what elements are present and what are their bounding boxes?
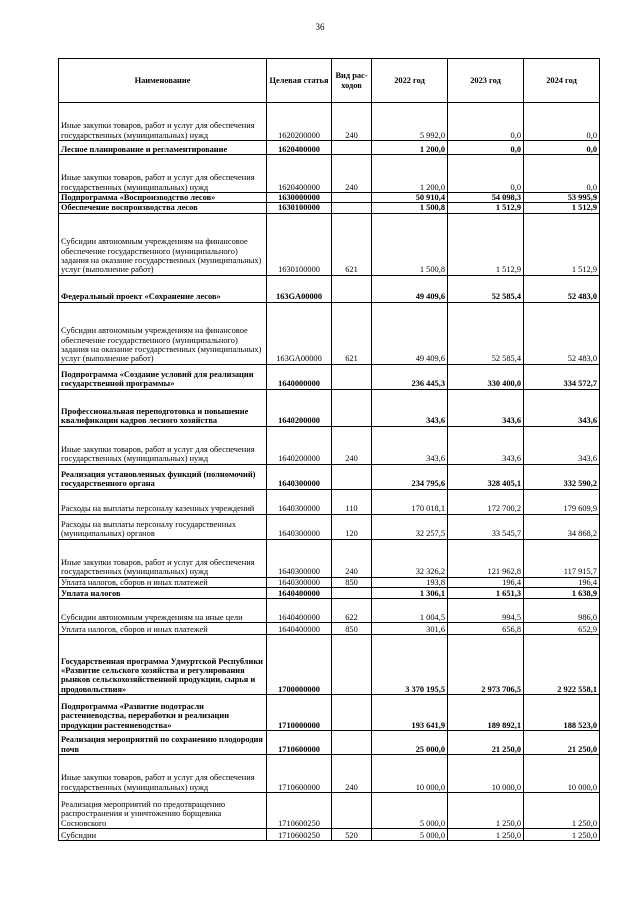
row-year-2023-cell: 1 651,3 [448, 588, 524, 599]
table-row [59, 829, 600, 841]
row-year-2022-cell: 170 018,1 [372, 489, 448, 514]
row-year-2023-cell: 994,5 [448, 599, 524, 623]
row-name-cell: Иные закупки товаров, работ и услуг для обеспечения государственных (муниципальных) нужд [59, 103, 267, 141]
row-name-cell: Государственная программа Удмуртской Республики «Развитие сельского хозяйства и регулирования рынков сельскохозяйственной продукции, сырья и продовольствия» [59, 635, 267, 695]
row-name-cell: Подпрограмма «Создание условий для реализации государственной программы» [59, 364, 267, 389]
table-row [59, 731, 600, 755]
row-year-2022-cell: 193,8 [372, 577, 448, 587]
table-row [59, 577, 600, 587]
row-year-2024-cell: 52 483,0 [524, 302, 600, 364]
table-header-row [59, 59, 600, 103]
row-target-article-cell: 1640200000 [267, 389, 332, 426]
header-year-2023: 2023 год [448, 59, 524, 103]
row-year-2024-cell: 53 995,9 [524, 193, 600, 203]
row-year-2023-cell: 328 405,1 [448, 464, 524, 489]
row-expense-type-cell: 240 [332, 755, 372, 793]
row-expense-type-cell: 850 [332, 577, 372, 587]
row-expense-type-cell: 520 [332, 829, 372, 841]
row-target-article-cell: 1620400000 [267, 155, 332, 193]
row-target-article-cell: 1640300000 [267, 514, 332, 539]
row-year-2024-cell: 1 512,9 [524, 213, 600, 275]
row-name-cell: Лесное планирование и регламентирование [59, 141, 267, 155]
row-target-article-cell: 1640300000 [267, 539, 332, 577]
row-target-article-cell: 1640400000 [267, 623, 332, 635]
row-year-2023-cell: 1 512,9 [448, 203, 524, 213]
row-year-2023-cell: 1 512,9 [448, 213, 524, 275]
header-expense-type: Вид рас-ходов [332, 59, 372, 103]
row-year-2022-cell: 343,6 [372, 426, 448, 464]
row-name-cell: Иные закупки товаров, работ и услуг для обеспечения государственных (муниципальных) нужд [59, 755, 267, 793]
row-year-2022-cell: 1 500,8 [372, 213, 448, 275]
row-year-2024-cell: 1 250,0 [524, 793, 600, 829]
row-name-cell: Субсидии автономным учреждениям на иные цели [59, 599, 267, 623]
table-row [59, 193, 600, 203]
table-row [59, 539, 600, 577]
row-year-2024-cell: 0,0 [524, 103, 600, 141]
row-year-2024-cell: 343,6 [524, 389, 600, 426]
row-expense-type-cell [332, 141, 372, 155]
row-name-cell: Иные закупки товаров, работ и услуг для обеспечения государственных (муниципальных) нужд [59, 539, 267, 577]
table-row [59, 489, 600, 514]
row-year-2023-cell: 196,4 [448, 577, 524, 587]
row-target-article-cell: 1620400000 [267, 141, 332, 155]
row-name-cell: Реализация мероприятий по предотвращению распространения и уничтожению борщевика Сосновского [59, 793, 267, 829]
row-expense-type-cell: 240 [332, 539, 372, 577]
row-target-article-cell: 1640300000 [267, 577, 332, 587]
header-year-2024: 2024 год [524, 59, 600, 103]
row-year-2022-cell: 25 000,0 [372, 731, 448, 755]
row-expense-type-cell: 622 [332, 599, 372, 623]
row-name-cell: Иные закупки товаров, работ и услуг для обеспечения государственных (муниципальных) нужд [59, 426, 267, 464]
table-row [59, 389, 600, 426]
row-year-2023-cell: 189 892,1 [448, 695, 524, 731]
row-expense-type-cell [332, 389, 372, 426]
row-year-2022-cell: 234 795,6 [372, 464, 448, 489]
row-expense-type-cell [332, 793, 372, 829]
row-name-cell: Субсидии автономным учреждениям на финансовое обеспечение государственного (муниципального) задания на оказание государственных (муниципальных) услуг (выполнение работ) [59, 213, 267, 275]
row-year-2024-cell: 196,4 [524, 577, 600, 587]
row-year-2022-cell: 49 409,6 [372, 275, 448, 302]
row-name-cell: Расходы на выплаты персоналу казенных учреждений [59, 489, 267, 514]
row-year-2022-cell: 5 992,0 [372, 103, 448, 141]
row-year-2024-cell: 0,0 [524, 155, 600, 193]
row-target-article-cell: 1620200000 [267, 103, 332, 141]
row-year-2022-cell: 10 000,0 [372, 755, 448, 793]
row-year-2024-cell: 334 572,7 [524, 364, 600, 389]
row-expense-type-cell [332, 695, 372, 731]
row-year-2022-cell: 3 370 195,5 [372, 635, 448, 695]
header-target-article: Целевая статья [267, 59, 332, 103]
row-target-article-cell: 1640000000 [267, 364, 332, 389]
header-name: Наименование [59, 59, 267, 103]
table-row [59, 426, 600, 464]
row-year-2024-cell: 10 000,0 [524, 755, 600, 793]
row-target-article-cell: 163GA00000 [267, 302, 332, 364]
row-year-2024-cell: 343,6 [524, 426, 600, 464]
row-year-2022-cell: 301,6 [372, 623, 448, 635]
row-expense-type-cell: 240 [332, 103, 372, 141]
row-year-2022-cell: 50 910,4 [372, 193, 448, 203]
row-year-2024-cell: 1 638,9 [524, 588, 600, 599]
row-year-2023-cell: 0,0 [448, 141, 524, 155]
row-target-article-cell: 1700000000 [267, 635, 332, 695]
row-year-2024-cell: 21 250,0 [524, 731, 600, 755]
row-target-article-cell: 1630000000 [267, 193, 332, 203]
row-year-2022-cell: 32 326,2 [372, 539, 448, 577]
row-expense-type-cell [332, 635, 372, 695]
row-target-article-cell: 1640400000 [267, 599, 332, 623]
row-year-2022-cell: 1 306,1 [372, 588, 448, 599]
row-name-cell: Субсидии автономным учреждениям на финансовое обеспечение государственного (муниципального) задания на оказание государственных (муниципальных) услуг (выполнение работ) [59, 302, 267, 364]
page-number: 36 [315, 22, 325, 32]
row-target-article-cell: 1640400000 [267, 588, 332, 599]
row-year-2023-cell: 52 585,4 [448, 302, 524, 364]
row-year-2023-cell: 54 098,3 [448, 193, 524, 203]
row-target-article-cell: 1640300000 [267, 489, 332, 514]
row-expense-type-cell: 120 [332, 514, 372, 539]
row-name-cell: Расходы на выплаты персоналу государственных (муниципальных) органов [59, 514, 267, 539]
row-year-2022-cell: 1 500,8 [372, 203, 448, 213]
row-name-cell: Подпрограмма «Развитие подотрасли растениеводства, переработки и реализации продукции растениеводства» [59, 695, 267, 731]
table-row [59, 588, 600, 599]
table-row [59, 141, 600, 155]
table-row [59, 514, 600, 539]
row-target-article-cell: 1710600250 [267, 829, 332, 841]
row-year-2023-cell: 330 400,0 [448, 364, 524, 389]
table-row [59, 464, 600, 489]
table-row [59, 302, 600, 364]
row-year-2023-cell: 33 545,7 [448, 514, 524, 539]
row-year-2024-cell: 2 922 558,1 [524, 635, 600, 695]
row-expense-type-cell: 110 [332, 489, 372, 514]
row-year-2022-cell: 236 445,3 [372, 364, 448, 389]
table-row [59, 103, 600, 141]
row-expense-type-cell: 240 [332, 426, 372, 464]
table-row [59, 275, 600, 302]
row-year-2024-cell: 0,0 [524, 141, 600, 155]
table-row [59, 203, 600, 213]
row-target-article-cell: 1640200000 [267, 426, 332, 464]
row-year-2024-cell: 986,0 [524, 599, 600, 623]
row-year-2024-cell: 1 250,0 [524, 829, 600, 841]
row-year-2023-cell: 2 973 706,5 [448, 635, 524, 695]
row-year-2022-cell: 193 641,9 [372, 695, 448, 731]
row-expense-type-cell [332, 364, 372, 389]
row-year-2023-cell: 1 250,0 [448, 793, 524, 829]
row-year-2024-cell: 179 609,9 [524, 489, 600, 514]
row-year-2022-cell: 1 200,0 [372, 141, 448, 155]
row-year-2023-cell: 0,0 [448, 103, 524, 141]
row-year-2024-cell: 34 868,2 [524, 514, 600, 539]
row-year-2022-cell: 5 000,0 [372, 793, 448, 829]
row-name-cell: Реализация мероприятий по сохранению плодородия почв [59, 731, 267, 755]
row-target-article-cell: 1710600000 [267, 731, 332, 755]
row-target-article-cell: 1710000000 [267, 695, 332, 731]
row-year-2023-cell: 343,6 [448, 389, 524, 426]
row-year-2022-cell: 32 257,5 [372, 514, 448, 539]
row-target-article-cell: 1710600250 [267, 793, 332, 829]
row-name-cell: Уплата налогов, сборов и иных платежей [59, 577, 267, 587]
table-row [59, 695, 600, 731]
row-expense-type-cell: 621 [332, 213, 372, 275]
table-row [59, 635, 600, 695]
header-year-2022: 2022 год [372, 59, 448, 103]
row-expense-type-cell: 621 [332, 302, 372, 364]
row-year-2023-cell: 0,0 [448, 155, 524, 193]
row-year-2023-cell: 21 250,0 [448, 731, 524, 755]
row-name-cell: Иные закупки товаров, работ и услуг для обеспечения государственных (муниципальных) нужд [59, 155, 267, 193]
row-name-cell: Уплата налогов [59, 588, 267, 599]
row-name-cell: Подпрограмма «Воспроизводство лесов» [59, 193, 267, 203]
row-name-cell: Профессиональная переподготовка и повышение квалификации кадров лесного хозяйства [59, 389, 267, 426]
row-name-cell: Реализация установленных функций (полномочий) государственного органа [59, 464, 267, 489]
table-row [59, 213, 600, 275]
row-year-2023-cell: 343,6 [448, 426, 524, 464]
table-row [59, 793, 600, 829]
row-expense-type-cell [332, 588, 372, 599]
row-target-article-cell: 1640300000 [267, 464, 332, 489]
row-year-2024-cell: 188 523,0 [524, 695, 600, 731]
table-row [59, 623, 600, 635]
row-year-2024-cell: 52 483,0 [524, 275, 600, 302]
row-expense-type-cell: 240 [332, 155, 372, 193]
row-year-2023-cell: 656,8 [448, 623, 524, 635]
table-row [59, 364, 600, 389]
row-expense-type-cell [332, 275, 372, 302]
row-year-2023-cell: 172 700,2 [448, 489, 524, 514]
row-year-2024-cell: 652,9 [524, 623, 600, 635]
row-expense-type-cell [332, 203, 372, 213]
row-expense-type-cell [332, 193, 372, 203]
row-target-article-cell: 1710600000 [267, 755, 332, 793]
row-year-2022-cell: 5 000,0 [372, 829, 448, 841]
row-name-cell: Федеральный проект «Сохранение лесов» [59, 275, 267, 302]
row-name-cell: Обеспечение воспроизводства лесов [59, 203, 267, 213]
row-year-2022-cell: 49 409,6 [372, 302, 448, 364]
row-year-2024-cell: 1 512,9 [524, 203, 600, 213]
row-year-2022-cell: 343,6 [372, 389, 448, 426]
row-expense-type-cell [332, 731, 372, 755]
table-row [59, 599, 600, 623]
row-target-article-cell: 1630100000 [267, 213, 332, 275]
table-row [59, 155, 600, 193]
row-year-2022-cell: 1 200,0 [372, 155, 448, 193]
row-year-2024-cell: 332 590,2 [524, 464, 600, 489]
row-target-article-cell: 163GA00000 [267, 275, 332, 302]
row-year-2023-cell: 10 000,0 [448, 755, 524, 793]
row-year-2023-cell: 52 585,4 [448, 275, 524, 302]
table-row [59, 755, 600, 793]
row-target-article-cell: 1630100000 [267, 203, 332, 213]
row-year-2023-cell: 121 962,8 [448, 539, 524, 577]
row-expense-type-cell: 850 [332, 623, 372, 635]
row-year-2023-cell: 1 250,0 [448, 829, 524, 841]
row-year-2022-cell: 1 004,5 [372, 599, 448, 623]
budget-table [58, 58, 600, 841]
row-expense-type-cell [332, 464, 372, 489]
row-name-cell: Уплата налогов, сборов и иных платежей [59, 623, 267, 635]
row-name-cell: Субсидии [59, 829, 267, 841]
row-year-2024-cell: 117 915,7 [524, 539, 600, 577]
